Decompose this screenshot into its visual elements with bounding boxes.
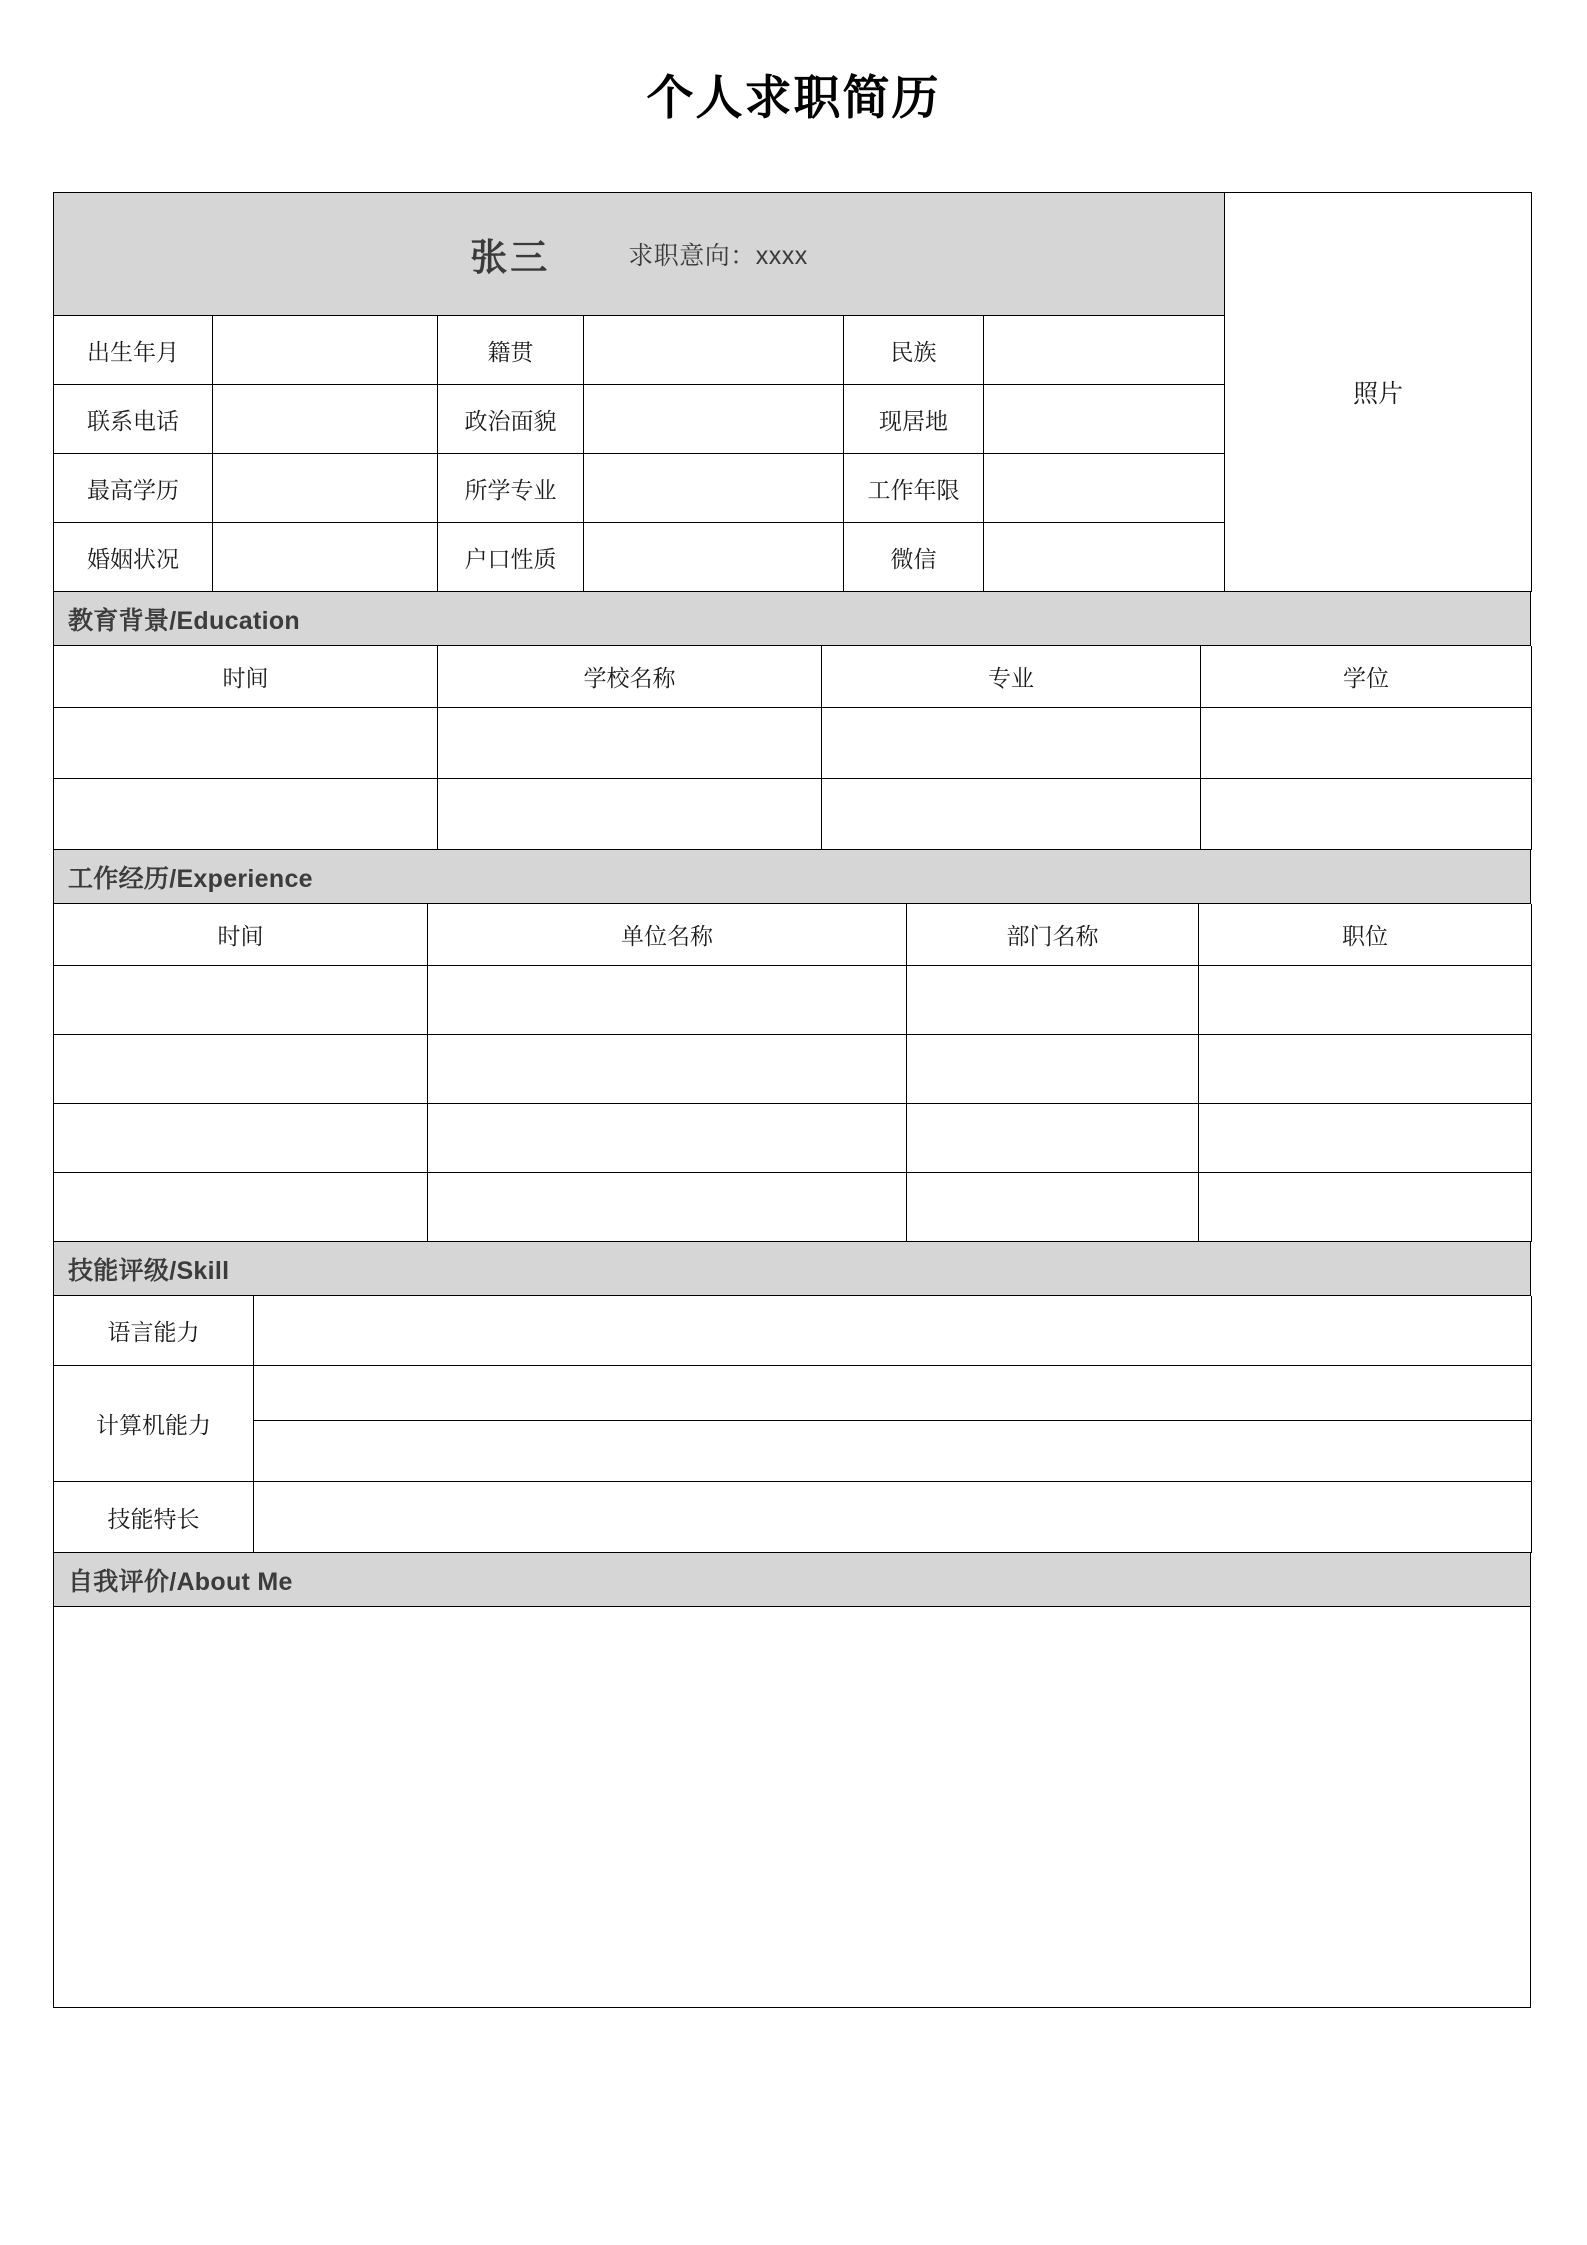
exp-cell-position[interactable] [1199,1173,1532,1242]
exp-cell-department[interactable] [907,1035,1199,1104]
exp-cell-department[interactable] [907,1104,1199,1173]
field-label-location: 现居地 [844,385,984,454]
field-label-hometown: 籍贯 [438,316,584,385]
section-header-about [53,1553,1531,1607]
exp-cell-company[interactable] [428,1104,907,1173]
skill-row-specialty [54,1482,1532,1553]
field-label-degree: 最高学历 [54,454,213,523]
field-value-marital[interactable] [213,523,438,592]
field-label-major: 所学专业 [438,454,584,523]
section-title-about: 自我评价/About Me [68,1567,293,1596]
edu-cell-time[interactable] [54,708,438,779]
field-label-wechat: 微信 [844,523,984,592]
field-label-hukou: 户口性质 [438,523,584,592]
page-title: 个人求职简历 [646,71,941,124]
photo-placeholder[interactable]: 照片 [1225,193,1532,592]
person-name: 张三 [470,237,551,278]
section-header-experience [53,850,1531,904]
skill-table [53,1296,1532,1553]
edu-cell-degree[interactable] [1201,779,1532,850]
column-header-edu-school: 学校名称 [438,646,822,708]
edu-cell-school[interactable] [438,708,822,779]
field-value-location[interactable] [984,385,1225,454]
field-label-experience: 工作年限 [844,454,984,523]
column-header-edu-time: 时间 [54,646,438,708]
exp-cell-position[interactable] [1199,1104,1532,1173]
section-title-experience: 工作经历/Experience [68,864,313,893]
education-table [53,646,1532,850]
skill-label-language: 语言能力 [54,1296,254,1366]
table-row [54,1104,1532,1173]
field-value-major[interactable] [584,454,844,523]
column-header-edu-degree: 学位 [1201,646,1532,708]
field-value-politics[interactable] [584,385,844,454]
exp-cell-company[interactable] [428,1173,907,1242]
edu-cell-degree[interactable] [1201,708,1532,779]
skill-row-computer-cont [54,1421,1532,1482]
exp-cell-company[interactable] [428,1035,907,1104]
field-value-wechat[interactable] [984,523,1225,592]
table-row [54,708,1532,779]
section-header-skill [53,1242,1531,1296]
edu-cell-school[interactable] [438,779,822,850]
skill-value-computer-line2[interactable] [254,1421,1532,1482]
exp-cell-time[interactable] [54,1173,428,1242]
table-row [54,1173,1532,1242]
section-title-education: 教育背景/Education [68,606,300,635]
section-title-skill: 技能评级/Skill [68,1256,230,1285]
table-row [54,779,1532,850]
table-header-row [54,646,1532,708]
field-label-birth: 出生年月 [54,316,213,385]
field-value-experience[interactable] [984,454,1225,523]
name-row [54,193,1532,316]
exp-cell-time[interactable] [54,1104,428,1173]
job-objective: 求职意向：xxxx [628,242,808,270]
edu-cell-major[interactable] [822,779,1201,850]
name-bar [54,193,1225,316]
skill-row-language [54,1296,1532,1366]
resume-body [53,192,1531,2008]
section-header-education [53,592,1531,646]
skill-label-specialty: 技能特长 [54,1482,254,1553]
field-value-hometown[interactable] [584,316,844,385]
about-me-content[interactable] [53,1607,1531,2008]
table-row [54,1035,1532,1104]
identity-table [53,192,1532,592]
field-value-hukou[interactable] [584,523,844,592]
exp-cell-company[interactable] [428,966,907,1035]
exp-cell-department[interactable] [907,966,1199,1035]
field-value-degree[interactable] [213,454,438,523]
skill-value-computer-line1[interactable] [254,1366,1532,1421]
column-header-exp-department: 部门名称 [907,904,1199,966]
column-header-edu-major: 专业 [822,646,1201,708]
exp-cell-time[interactable] [54,1035,428,1104]
exp-cell-department[interactable] [907,1173,1199,1242]
table-row [54,966,1532,1035]
skill-label-computer: 计算机能力 [54,1366,254,1482]
column-header-exp-company: 单位名称 [428,904,907,966]
field-label-phone: 联系电话 [54,385,213,454]
skill-value-language[interactable] [254,1296,1532,1366]
field-value-birth[interactable] [213,316,438,385]
field-value-ethnicity[interactable] [984,316,1225,385]
skill-value-specialty[interactable] [254,1482,1532,1553]
edu-cell-time[interactable] [54,779,438,850]
table-header-row [54,904,1532,966]
exp-cell-position[interactable] [1199,966,1532,1035]
field-value-phone[interactable] [213,385,438,454]
exp-cell-time[interactable] [54,966,428,1035]
edu-cell-major[interactable] [822,708,1201,779]
column-header-exp-time: 时间 [54,904,428,966]
field-label-marital: 婚姻状况 [54,523,213,592]
field-label-ethnicity: 民族 [844,316,984,385]
exp-cell-position[interactable] [1199,1035,1532,1104]
column-header-exp-position: 职位 [1199,904,1532,966]
field-label-politics: 政治面貌 [438,385,584,454]
skill-row-computer [54,1366,1532,1421]
experience-table [53,904,1532,1242]
